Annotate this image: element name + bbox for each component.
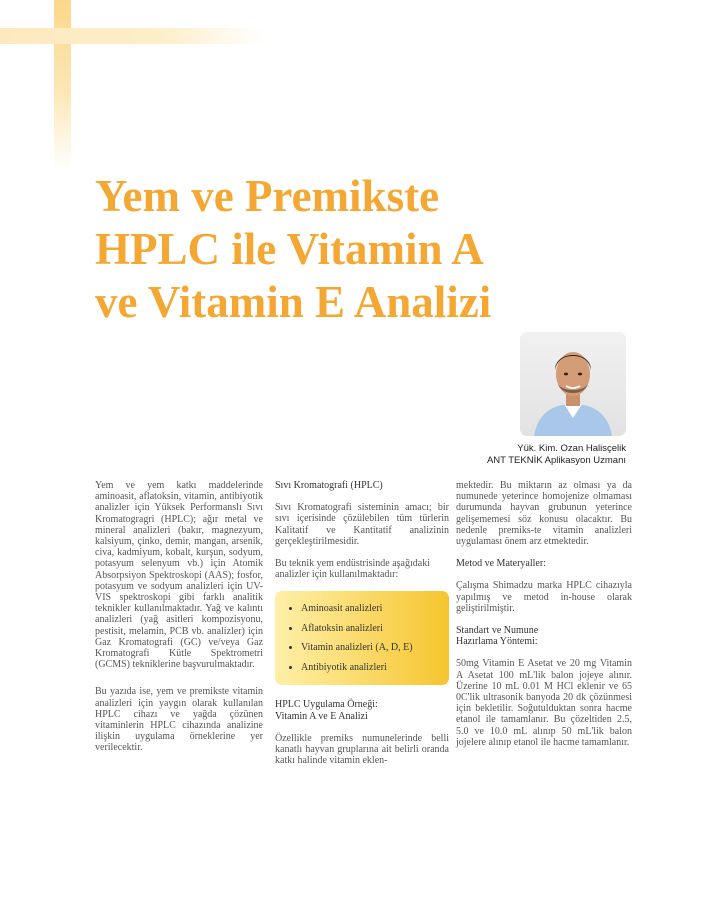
list-item: • Vitamin analizleri (A, D, E)	[301, 638, 449, 658]
column3-paragraph-3: 50mg Vitamin E Asetat ve 20 mg Vitamin A Asetat 100 mL'lik balon jojeye alınır. Üzerine 10 mL 0.01 M HCl eklenir ve 65 0C'lik ultrasonik banyoda 20 dk çözünmesi için bekletilir. Soğutulduktan sonra hacme etanol ile tamamlanır. Bu çözeltiden 2.5, 5.0 ve 10.0 mL alınıp 50 mL'lik balon jojelere alınıp etanol ile hacme tamamlanır.	[456, 658, 632, 748]
column-3	[456, 480, 632, 759]
column3-heading-prep: Standart ve Numune	[456, 625, 539, 637]
column2-heading-hplc: Sıvı Kromatografi (HPLC)	[275, 480, 383, 491]
decorative-cross-vertical	[54, 0, 71, 170]
column3-paragraph-1: mektedir. Bu miktarın az olması ya da numunede yeterince homojenize olmaması durumunda hayvan grubunun yeterince gelişememesi söz konusu olacaktır. Bu nedenle premiks-te vitamin analizleri uygulaması önem arz etmektedir.	[456, 480, 632, 548]
column2-heading-example: HPLC Uygulama Örneği:	[275, 699, 378, 711]
column1-paragraph-1: Yem ve yem katkı maddelerinde aminoasit, aflatoksin, vitamin, antibiyotik analizler için Yüksek Performanslı Sıvı Kromatogragri (HPLC); ağır metal ve mineral analizleri (bakır, magnezyum, kalsiyum, çinko, demir, mangan, arsenik, civa, kadmiyum, kobalt, kurşun, sodyum, potasyum selenyum vb.) için Atomik Absorpsiyon Spektroskopi (AAS); fosfor, potasyum ve sodyum analizleri için UV-VIS spektroskopi gibi farklı analitik teknikler kullanılmaktadır. Yağ ve kalıntı analizleri (yağ asitleri kompozisyonu, pestisit, melamin, PCB vb. analizler) için Gaz Kromatografi (GC) ve/veya Gaz Kromatografi Kütle Spektrometri (GCMS) tekniklerine başvurulmaktadır.	[95, 480, 263, 671]
author-block	[487, 443, 626, 467]
column3-heading-method: Metod ve Materyaller:	[456, 558, 546, 570]
author-name: Yük. Kim. Ozan Halisçelik	[517, 443, 626, 454]
column1-paragraph-2: Bu yazıda ise, yem ve premikste vitamin analizleri için yaygın olarak kullanılan HPLC cihazı ve yağda çözünen vitaminlerin HPLC cihazında analizine ilişkin uygulama örneklerine yer verilecektir.	[95, 686, 263, 754]
analysis-list-box	[275, 591, 449, 685]
list-item: • Aminoasit analizleri	[301, 599, 449, 619]
article-title	[95, 170, 655, 329]
author-portrait-icon	[520, 332, 626, 436]
column3-paragraph-2: Çalışma Shimadzu marka HPLC cihazıyla yapılmış ve metod in-house olarak geliştirilmiştir.	[456, 580, 632, 614]
title-line-1: Yem ve Premikste	[95, 171, 440, 221]
author-role: ANT TEKNİK Aplikasyon Uzmanı	[486, 455, 626, 466]
column2-paragraph-1: Sıvı Kromatografi sisteminin amacı; bir sıvı içerisinde çözülebilen tüm türlerin Kalitatif ve Kantitatif analizinin gerçekleştirilmesidir.	[275, 502, 449, 547]
column2-paragraph-3: Özellikle premiks numunelerinde belli kanatlı hayvan gruplarına ait belirli oranda katkı halinde vitamin eklen-	[275, 732, 449, 767]
column-1	[95, 480, 263, 765]
list-item: • Aflatoksin analizleri	[301, 619, 449, 639]
title-line-3: ve Vitamin E Analizi	[95, 277, 492, 327]
column2-paragraph-2: Bu teknik yem endüstrisinde aşağıdaki analizler için kullanılmaktadır:	[275, 558, 430, 581]
author-photo	[520, 332, 626, 436]
column2-heading-example-sub: Vitamin A ve E Analizi	[275, 710, 368, 722]
column-2	[275, 480, 449, 777]
column3-heading-prep-sub: Hazırlama Yöntemi:	[456, 636, 538, 648]
title-line-2: HPLC ile Vitamin A	[95, 224, 484, 274]
decorative-cross-horizontal	[0, 28, 265, 44]
list-item: • Antibiyotik analizleri	[301, 658, 449, 678]
analysis-list	[281, 599, 449, 677]
